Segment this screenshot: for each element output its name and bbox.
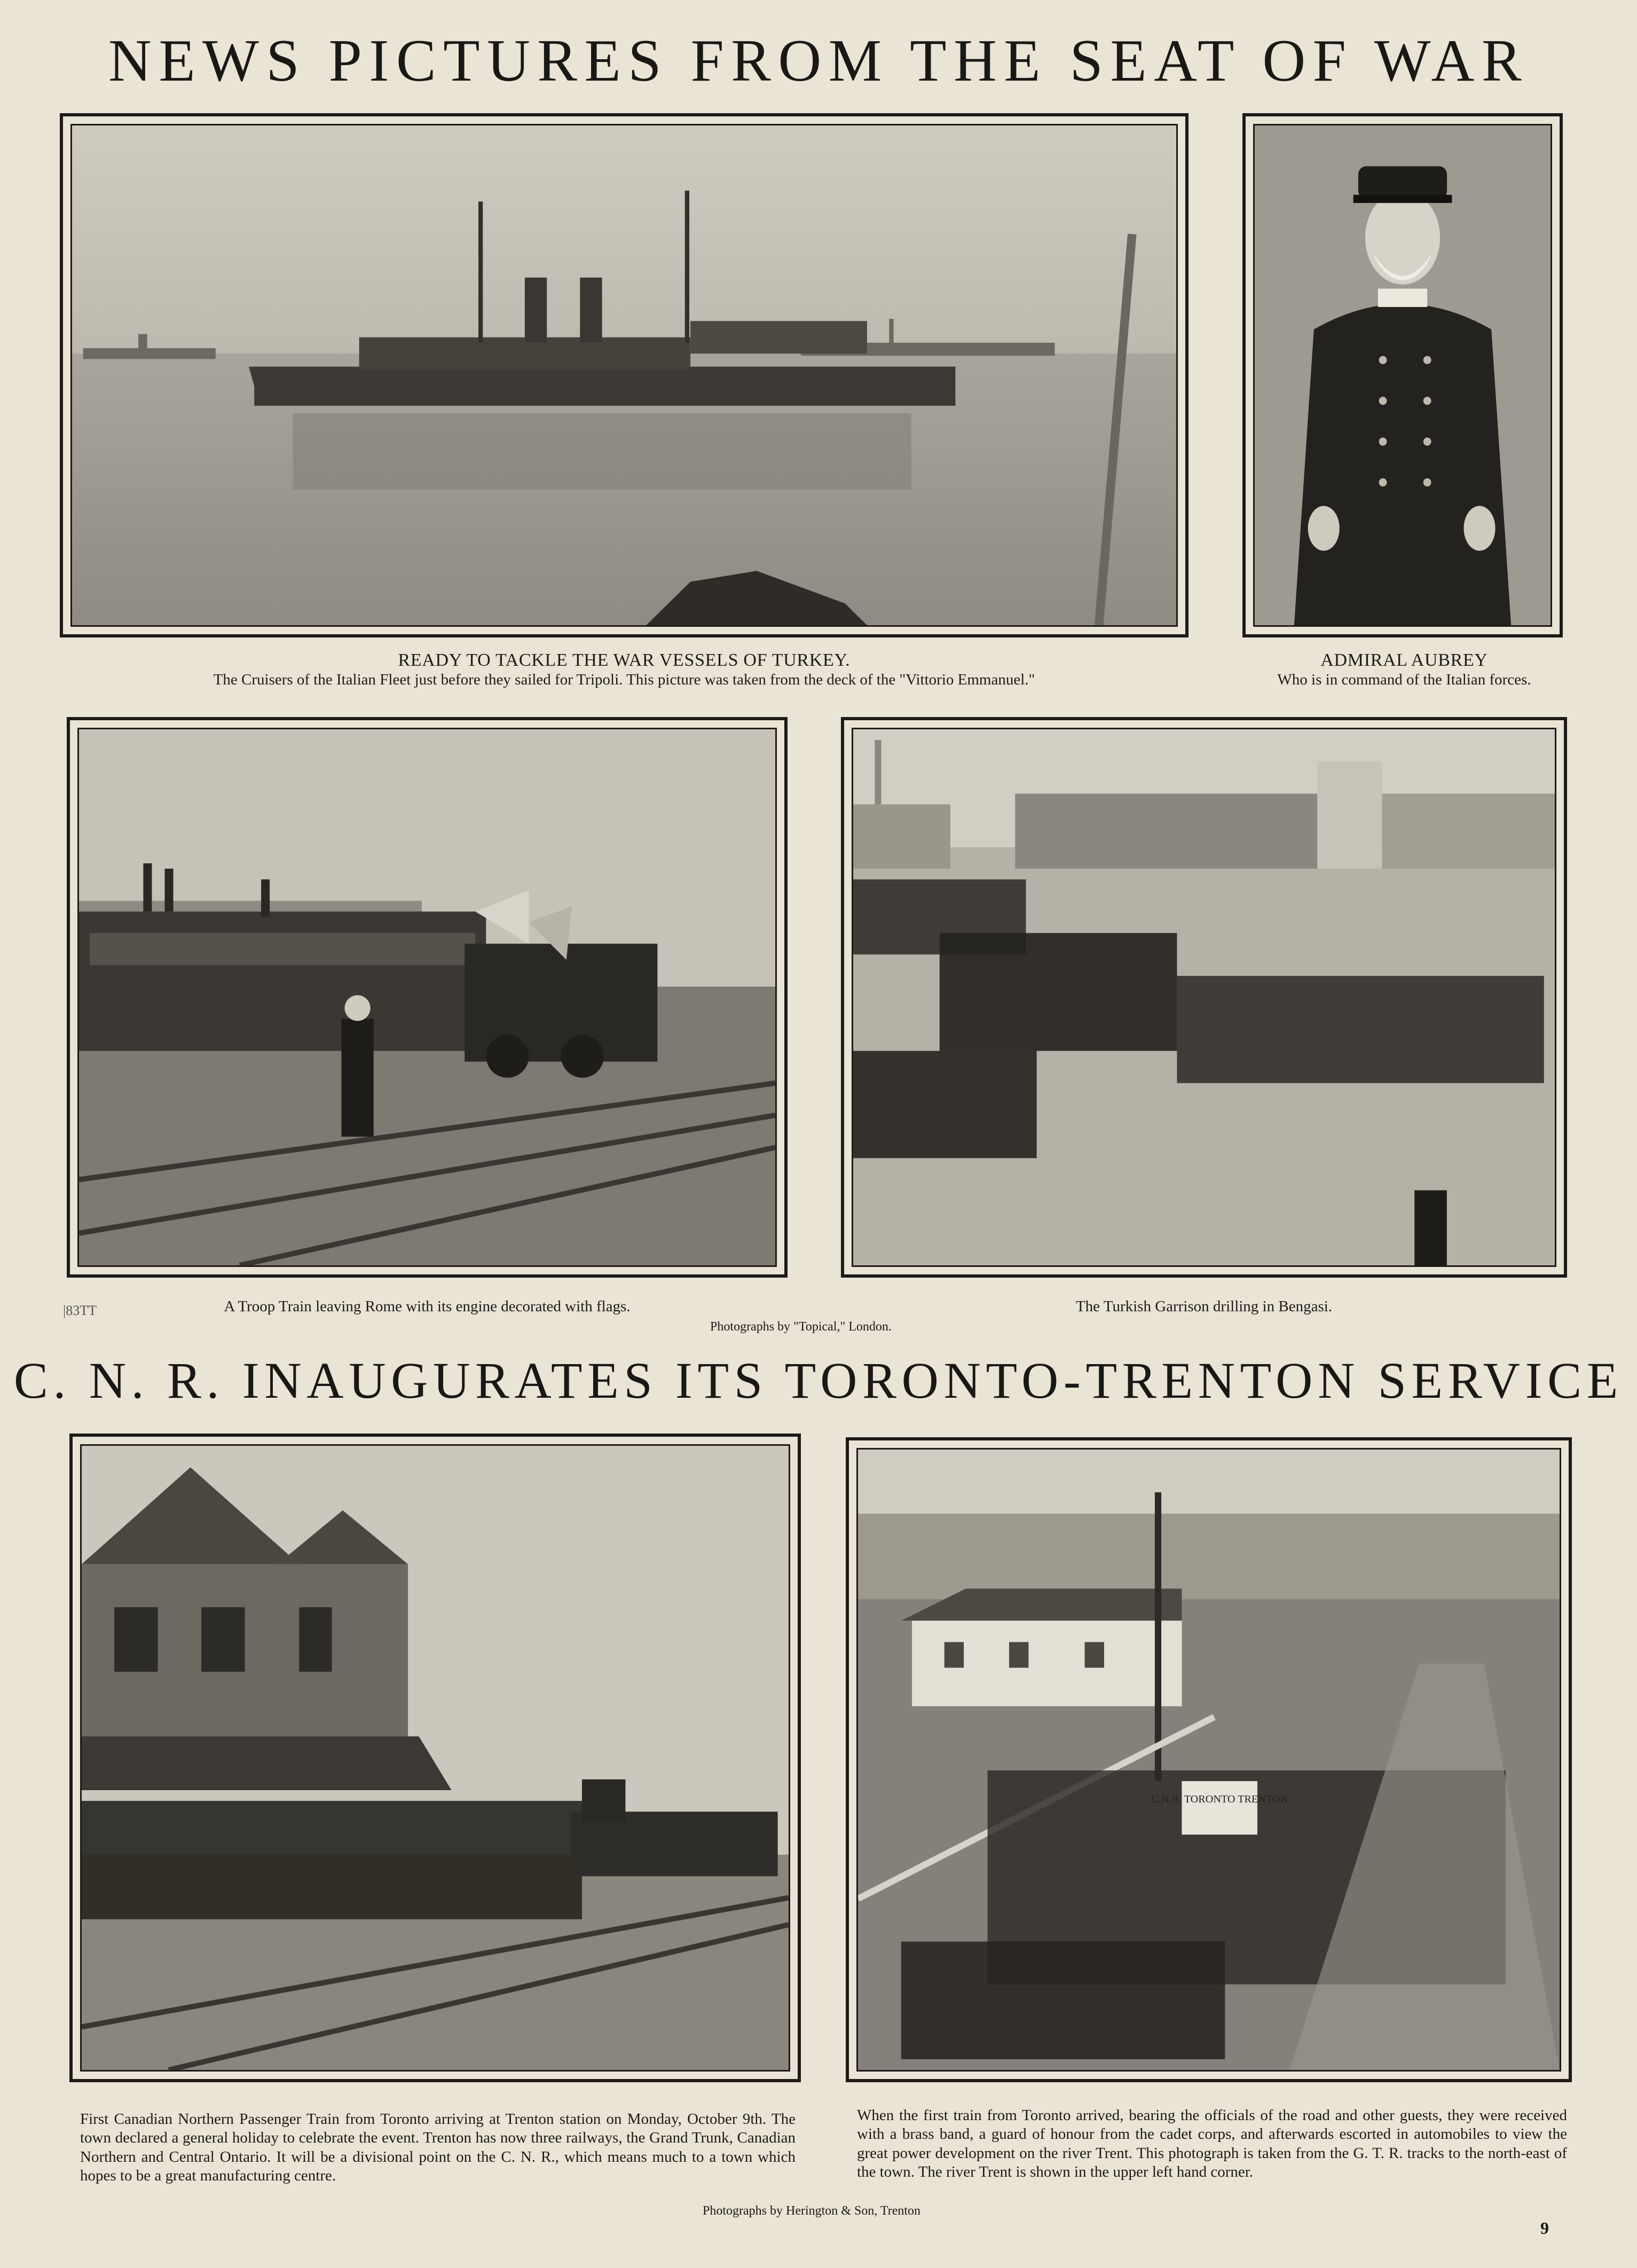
troop-train-caption — [67, 1297, 788, 1316]
motorcade-illustration — [858, 1450, 1560, 2070]
margin-mark: |83TT — [63, 1303, 97, 1318]
troop-train-caption-text: A Troop Train leaving Rome with its engine decorated with flags. — [224, 1298, 631, 1315]
cnr-sign-text: C.N.R. TORONTO TRENTON — [1151, 1793, 1288, 1806]
page-number: 9 — [1540, 2218, 1549, 2238]
troop-train-illustration — [79, 729, 775, 1265]
photo-motorcade — [846, 1437, 1572, 2082]
admiral-caption-text: Who is in command of the Italian forces. — [1277, 671, 1531, 688]
photo-admiral-aubrey — [1242, 113, 1563, 637]
cnr-sign — [1182, 1781, 1257, 1834]
cnr-photo-credit: Photographs by Herington & Son, Trenton — [702, 2204, 921, 2218]
admiral-caption-title: ADMIRAL AUBREY — [1320, 650, 1488, 670]
garrison-caption-text: The Turkish Garrison drilling in Bengasi. — [1075, 1298, 1333, 1315]
station-caption: First Canadian Northern Passenger Train from Toronto arriving at Trenton station on Monday, October 9th. The town declared a general holiday to celebrate the event. Trenton has now three railways, the Grand Trunk, Canadian Northern and Central Ontario. It will be a divisional point on the C. N. R., which means much to a town which hopes to be a great manufacturing centre. — [80, 2110, 796, 2185]
main-headline: NEWS PICTURES FROM THE SEAT OF WAR — [108, 28, 1529, 94]
station-illustration — [82, 1446, 789, 2070]
photo-italian-fleet — [60, 113, 1189, 637]
photo-troop-train — [67, 717, 788, 1278]
photo-trenton-station — [69, 1434, 801, 2082]
war-photo-credit: Photographs by "Topical," London. — [710, 1320, 892, 1334]
garrison-illustration — [853, 729, 1555, 1265]
fleet-caption-text: The Cruisers of the Italian Fleet just before they sailed for Tripoli. This picture was taken from the deck of the "Vittorio Emmanuel." — [213, 671, 1035, 688]
garrison-caption — [841, 1297, 1567, 1316]
motorcade-caption: When the first train from Toronto arrived, bearing the officials of the road and other guests, they were received with a brass band, a guard of honour from the cadet corps, and afterwards escorted in automobiles to view the great power development on the river Trent. This photograph is taken from the G. T. R. tracks to the north-east of the town. The river Trent is shown in the upper left hand corner. — [857, 2107, 1567, 2181]
fleet-illustration — [72, 125, 1176, 625]
photo-turkish-garrison — [841, 717, 1567, 1278]
fleet-caption-title: READY TO TACKLE THE WAR VESSELS OF TURKEY. — [398, 650, 851, 670]
cnr-headline: C. N. R. INAUGURATES ITS TORONTO-TRENTON SERVICE — [13, 1352, 1624, 1409]
fleet-caption — [60, 650, 1189, 689]
admiral-portrait — [1255, 125, 1551, 625]
admiral-caption — [1228, 650, 1580, 689]
